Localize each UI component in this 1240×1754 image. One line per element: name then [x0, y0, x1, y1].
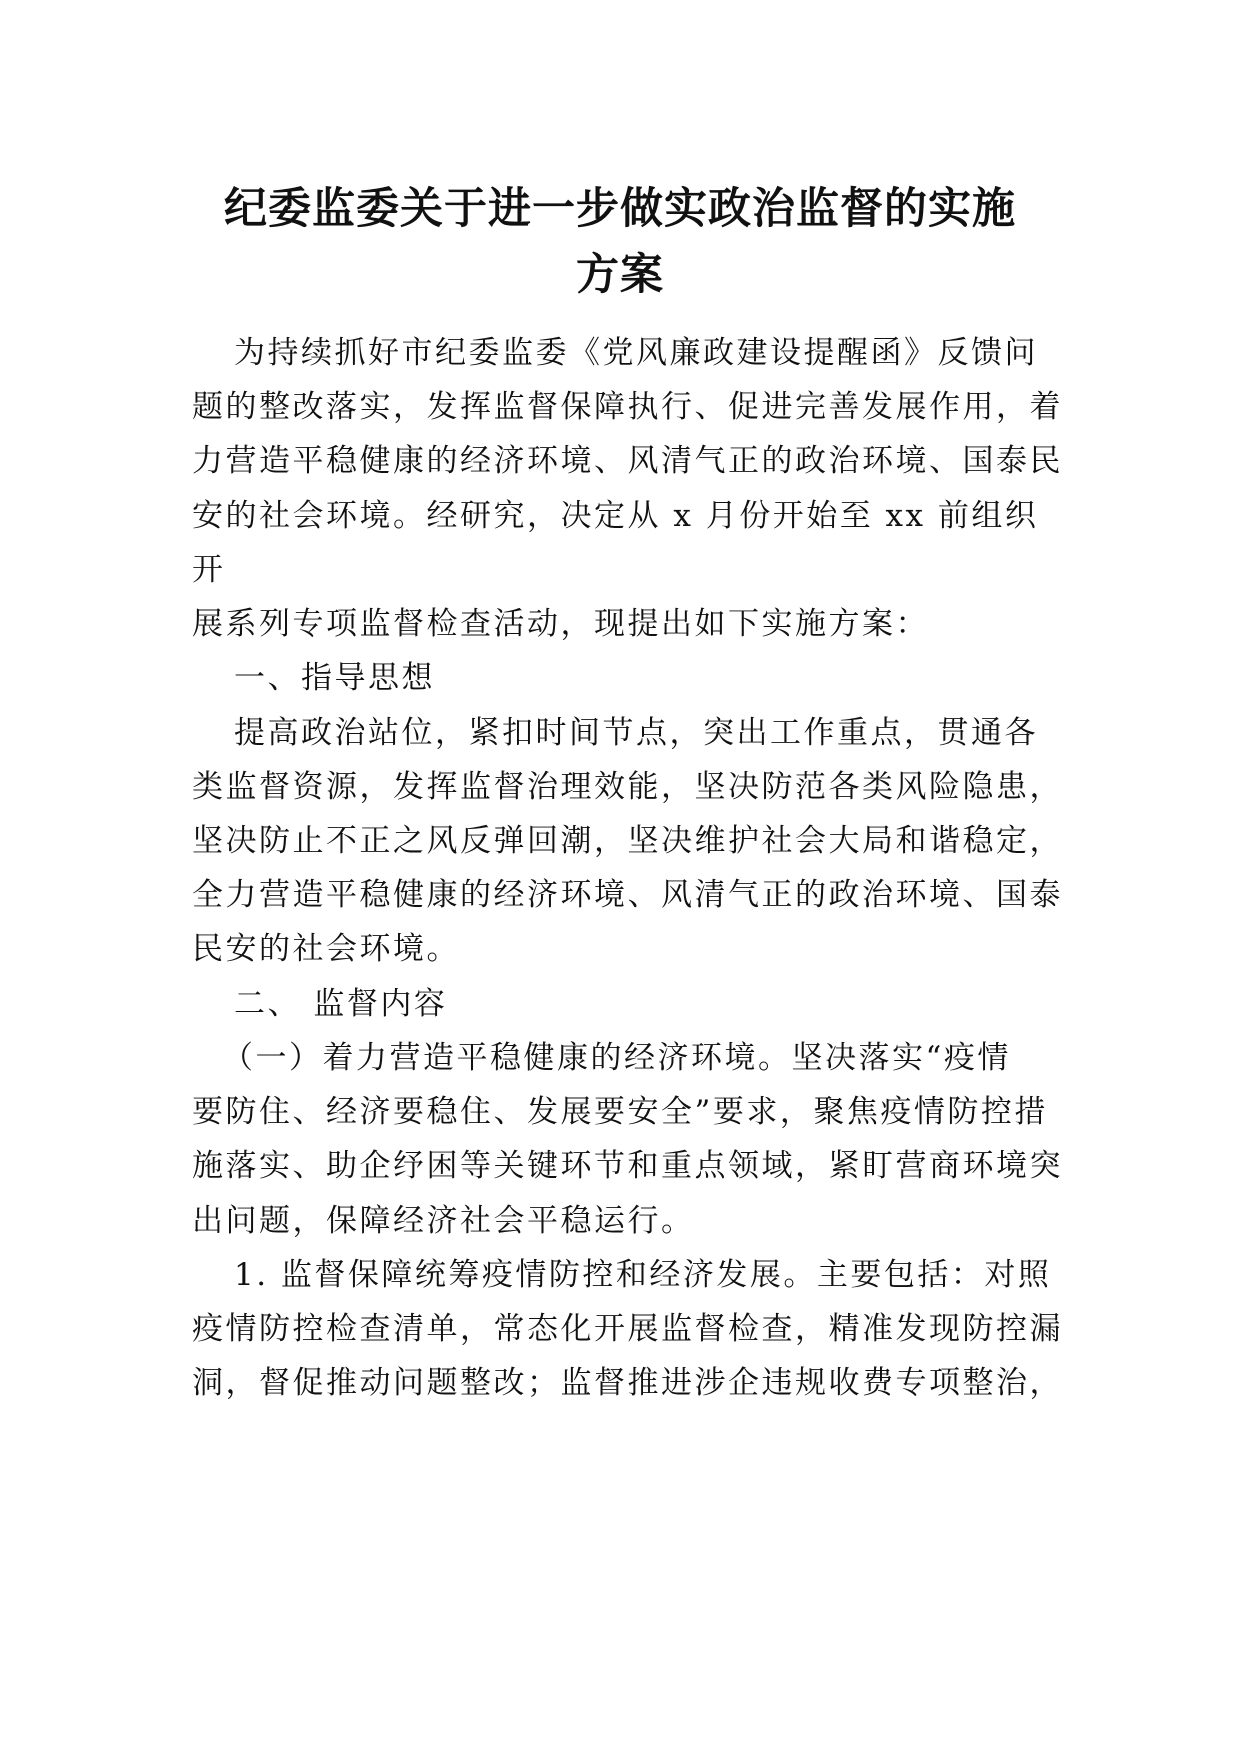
body-line: 洞，督促推动问题整改；监督推进涉企违规收费专项整治， [192, 1365, 1063, 1401]
body-line: 1. 监督保障统筹疫情防控和经济发展。主要包括：对照 [234, 1257, 1052, 1293]
body-line: 展系列专项监督检查活动，现提出如下实施方案： [192, 606, 929, 642]
body-line: 施落实、助企纾困等关键环节和重点领域，紧盯营商环境突 [192, 1148, 1063, 1184]
body-line: （一）着力营造平稳健康的经济环境。坚决落实“疫情 [222, 1040, 1011, 1076]
body-line: 要防住、经济要稳住、发展要安全”要求，聚焦疫情防控措 [192, 1094, 1048, 1130]
body-line: 民安的社会环境。 [192, 931, 460, 967]
section-heading-guiding-ideology: 一、指导思想 [234, 660, 435, 696]
body-line: 出问题，保障经济社会平稳运行。 [192, 1203, 695, 1239]
body-line: 坚决防止不正之风反弹回潮，坚决维护社会大局和谐稳定， [192, 823, 1063, 859]
body-line: 疫情防控检查清单，常态化开展监督检查，精准发现防控漏 [192, 1311, 1063, 1347]
body-line: 提高政治站位，紧扣时间节点，突出工作重点，贯通各 [234, 715, 1038, 751]
body-line: 力营造平稳健康的经济环境、风清气正的政治环境、国泰民 [192, 443, 1063, 479]
body-line: 类监督资源，发挥监督治理效能，坚决防范各类风险隐患， [192, 769, 1063, 805]
body-line: 题的整改落实，发挥监督保障执行、促进完善发展作用，着 [192, 389, 1063, 425]
document-title-line-1: 纪委监委关于进一步做实政治监督的实施 [224, 184, 1016, 234]
document-title-line-2: 方案 [576, 250, 664, 300]
section-heading-supervision-content: 二、 监督内容 [234, 986, 448, 1022]
body-line: 安的社会环境。经研究，决定从 x 月份开始至 xx 前组织 [192, 498, 1039, 534]
body-line: 开 [192, 552, 226, 588]
body-line: 为持续抓好市纪委监委《党风廉政建设提醒函》反馈问 [234, 335, 1038, 371]
body-line: 全力营造平稳健康的经济环境、风清气正的政治环境、国泰 [192, 877, 1063, 913]
